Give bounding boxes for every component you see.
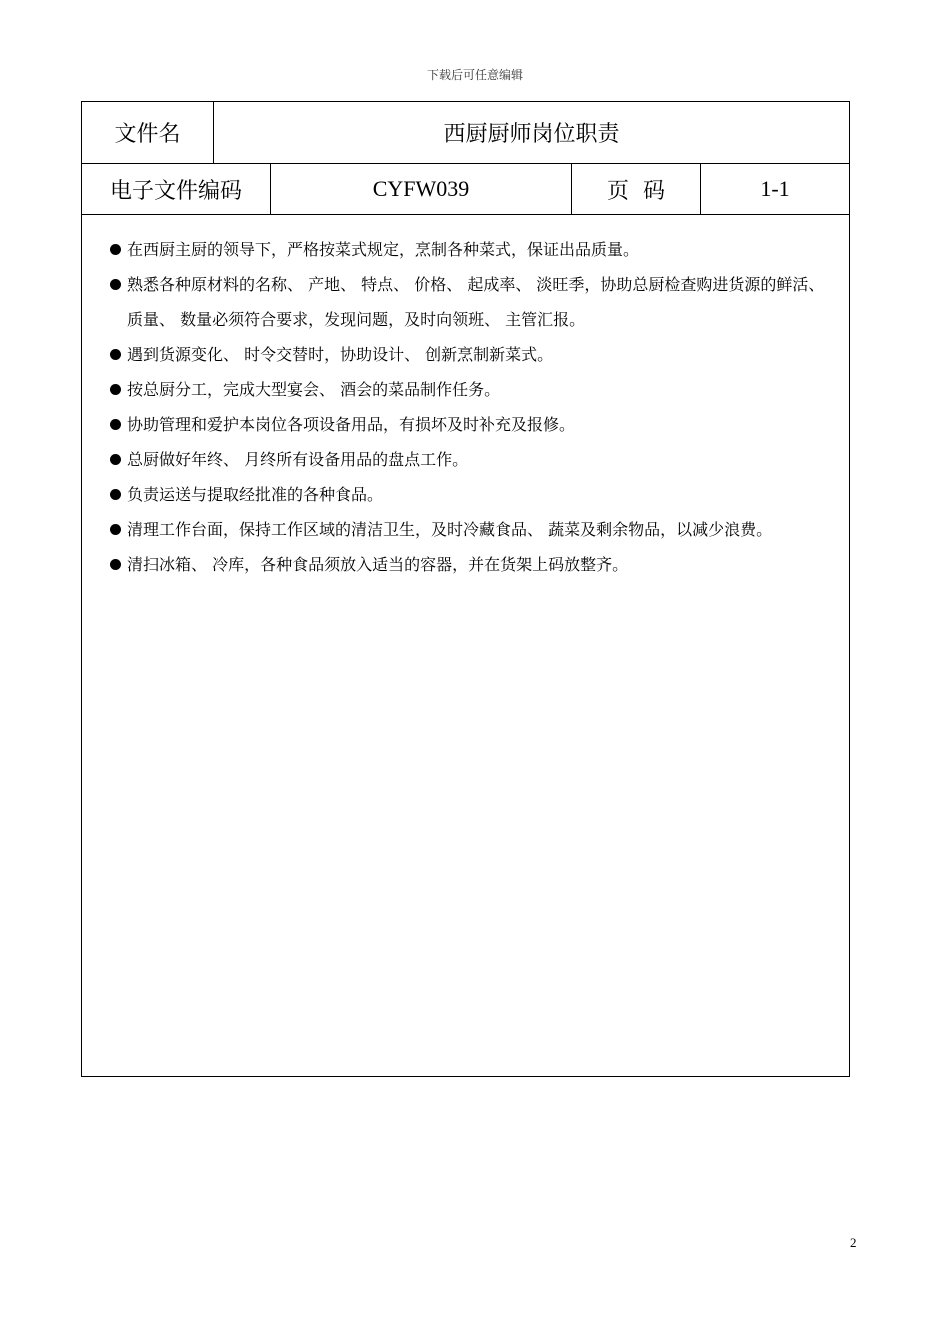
- bullet-icon: [110, 244, 121, 255]
- document-title: 西厨厨师岗位职责: [443, 122, 620, 147]
- list-item: 总厨做好年终、 月终所有设备用品的盘点工作。: [108, 442, 828, 477]
- page-label-cell: [572, 164, 700, 214]
- list-item: 在西厨主厨的领导下，严格按菜式规定，烹制各种菜式，保证出品质量。: [108, 232, 828, 267]
- page-number: 2: [850, 1235, 857, 1250]
- bullet-icon: [110, 419, 121, 430]
- document-table: [81, 101, 850, 1077]
- list-item: 协助管理和爱护本岗位各项设备用品，有损坏及时补充及报修。: [108, 407, 828, 442]
- page-label: 页 码: [607, 178, 665, 204]
- bullet-icon: [110, 559, 121, 570]
- list-item: 负责运送与提取经批准的各种食品。: [108, 477, 828, 512]
- table-row-code: [82, 164, 849, 215]
- bullet-icon: [110, 349, 121, 360]
- document-code: CYFW039: [372, 176, 470, 201]
- file-name-label-cell: [82, 102, 213, 163]
- duties-list: [108, 232, 828, 582]
- bullet-icon: [110, 279, 121, 290]
- header-note: 下载后可任意编辑: [426, 68, 523, 82]
- bullet-icon: [110, 384, 121, 395]
- file-name-value-cell: [214, 102, 849, 163]
- code-value-cell: [271, 164, 571, 214]
- list-item: 按总厨分工，完成大型宴会、 酒会的菜品制作任务。: [108, 372, 828, 407]
- list-item: 清扫冰箱、 冷库，各种食品须放入适当的容器，并在货架上码放整齐。: [108, 547, 828, 582]
- list-item: 清理工作台面，保持工作区域的清洁卫生，及时冷藏食品、 蔬菜及剩余物品，以减少浪费。: [108, 512, 828, 547]
- bullet-icon: [110, 454, 121, 465]
- file-name-label: 文件名: [114, 122, 181, 147]
- page-value-cell: [701, 164, 849, 214]
- page-range: 1-1: [760, 176, 790, 201]
- code-label: 电子文件编码: [109, 178, 242, 204]
- bullet-icon: [110, 524, 121, 535]
- list-item: 遇到货源变化、 时令交替时，协助设计、 创新烹制新菜式。: [108, 337, 828, 372]
- table-row-file-name: [82, 102, 849, 164]
- bullet-icon: [110, 489, 121, 500]
- code-label-cell: [82, 164, 270, 214]
- list-item: 熟悉各种原材料的名称、 产地、 特点、 价格、 起成率、 淡旺季，协助总厨检查购进货源的鲜活、 质量、 数量必须符合要求，发现问题，及时向领班、 主管汇报。: [108, 267, 828, 337]
